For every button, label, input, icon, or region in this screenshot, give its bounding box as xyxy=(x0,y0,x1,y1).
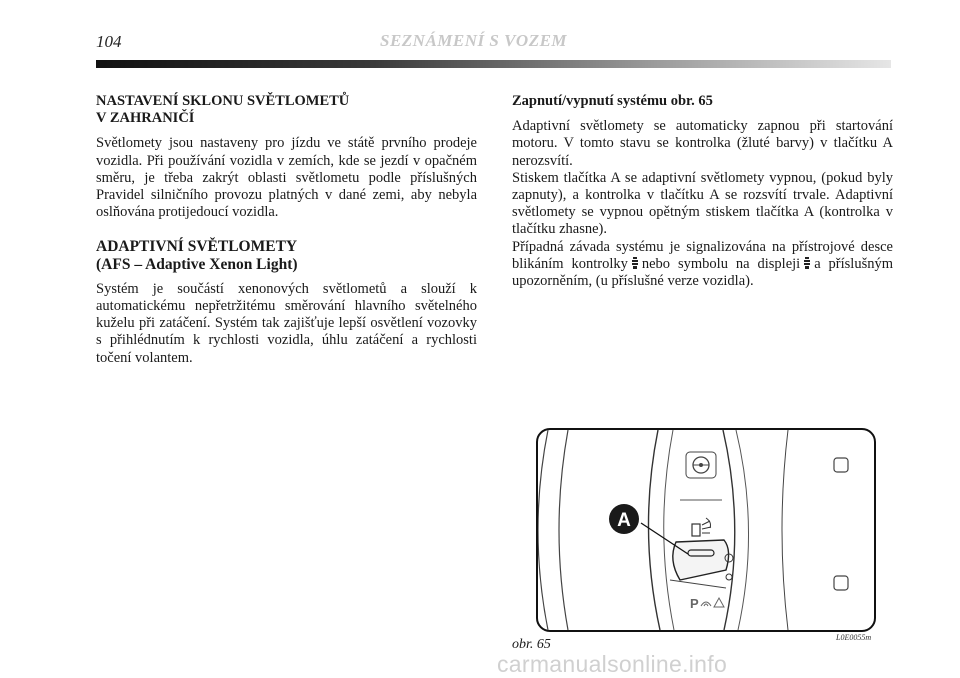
body-paragraph: Systém je součástí xenonových světlometů a slouží k automatickému nepřetržitému směrování hlavního světelného kuželu při zatáčení. Systém tak zajišťuje lepší osvětlení vozovky s přihlédnutím k rychlosti vozidla, úhlu zatáčení a rychlosti točení volantem. xyxy=(96,280,477,366)
heading-line: ADAPTIVNÍ SVĚTLOMETY xyxy=(96,238,298,256)
heading-line: V ZAHRANIČÍ xyxy=(96,110,195,127)
park-assist-icon xyxy=(690,596,724,611)
figure-code: L0E0055m xyxy=(836,633,872,642)
steering-wheel-icon xyxy=(686,452,716,478)
section-heading-afs xyxy=(96,238,477,272)
heading-line: (AFS – Adaptive Xenon Light) xyxy=(96,255,298,273)
subsection-heading: Zapnutí/vypnutí systému obr. 65 xyxy=(512,93,713,109)
header-rule xyxy=(96,60,891,68)
afs-warning-icon xyxy=(804,257,810,269)
running-head: SEZNÁMENÍ S VOZEM xyxy=(380,31,568,50)
figure-afs-button xyxy=(536,428,876,632)
side-square-button xyxy=(834,576,848,590)
heading-line: NASTAVENÍ SKLONU SVĚTLOMETŮ xyxy=(96,93,350,109)
page-number: 104 xyxy=(96,32,122,51)
side-square-button xyxy=(834,458,848,472)
callout-letter: A xyxy=(617,510,631,531)
body-paragraph: Světlomety jsou nastaveny pro jízdu ve státě prvního prodeje vozidla. Při používání vozidla v zemích, kde se jezdí v opačném směru, je třeba zakrýt oblasti světlometu podle příslušných Pravidel silničního provozu platných v dané zemi, aby nebyla oslňována protijedoucí vozidla. xyxy=(96,135,477,221)
dashboard-illustration xyxy=(538,430,874,630)
body-paragraph: Adaptivní světlomety se automaticky zapnou při startování motoru. V tomto stavu se kontrolka (žluté barvy) v tlačítku A nerozsvítí. xyxy=(512,118,893,169)
body-paragraph: Stiskem tlačítka A se adaptivní světlomety vypnou, (pokud byly zapnuty), a kontrolka v tlačítku A se rozsvítí trvale. Adaptivní světlomety se vypnou opětným stiskem tlačítka A (kontrolka v tlačítku zhasne). xyxy=(512,169,893,238)
afs-button xyxy=(670,540,733,588)
text-fragment: nebo symbolu na displeji xyxy=(641,255,801,272)
right-column xyxy=(512,93,893,290)
section-heading-headlight-aim xyxy=(96,93,477,127)
figure-caption: obr. 65 xyxy=(512,637,551,652)
watermark: carmanualsonline.info xyxy=(497,651,728,677)
headlight-swivel-icon xyxy=(692,518,711,536)
svg-text:P: P xyxy=(690,596,699,611)
body-paragraph xyxy=(512,239,893,291)
text-fragment: Případná závada systému je signalizována na přístrojové desce blikáním kontrolky xyxy=(512,238,893,272)
left-column xyxy=(96,93,477,367)
callout-a xyxy=(609,504,639,534)
text-fragment: a příslušným upozorněním, (u příslušné verze vozidla). xyxy=(512,255,894,290)
afs-warning-icon xyxy=(632,257,638,269)
